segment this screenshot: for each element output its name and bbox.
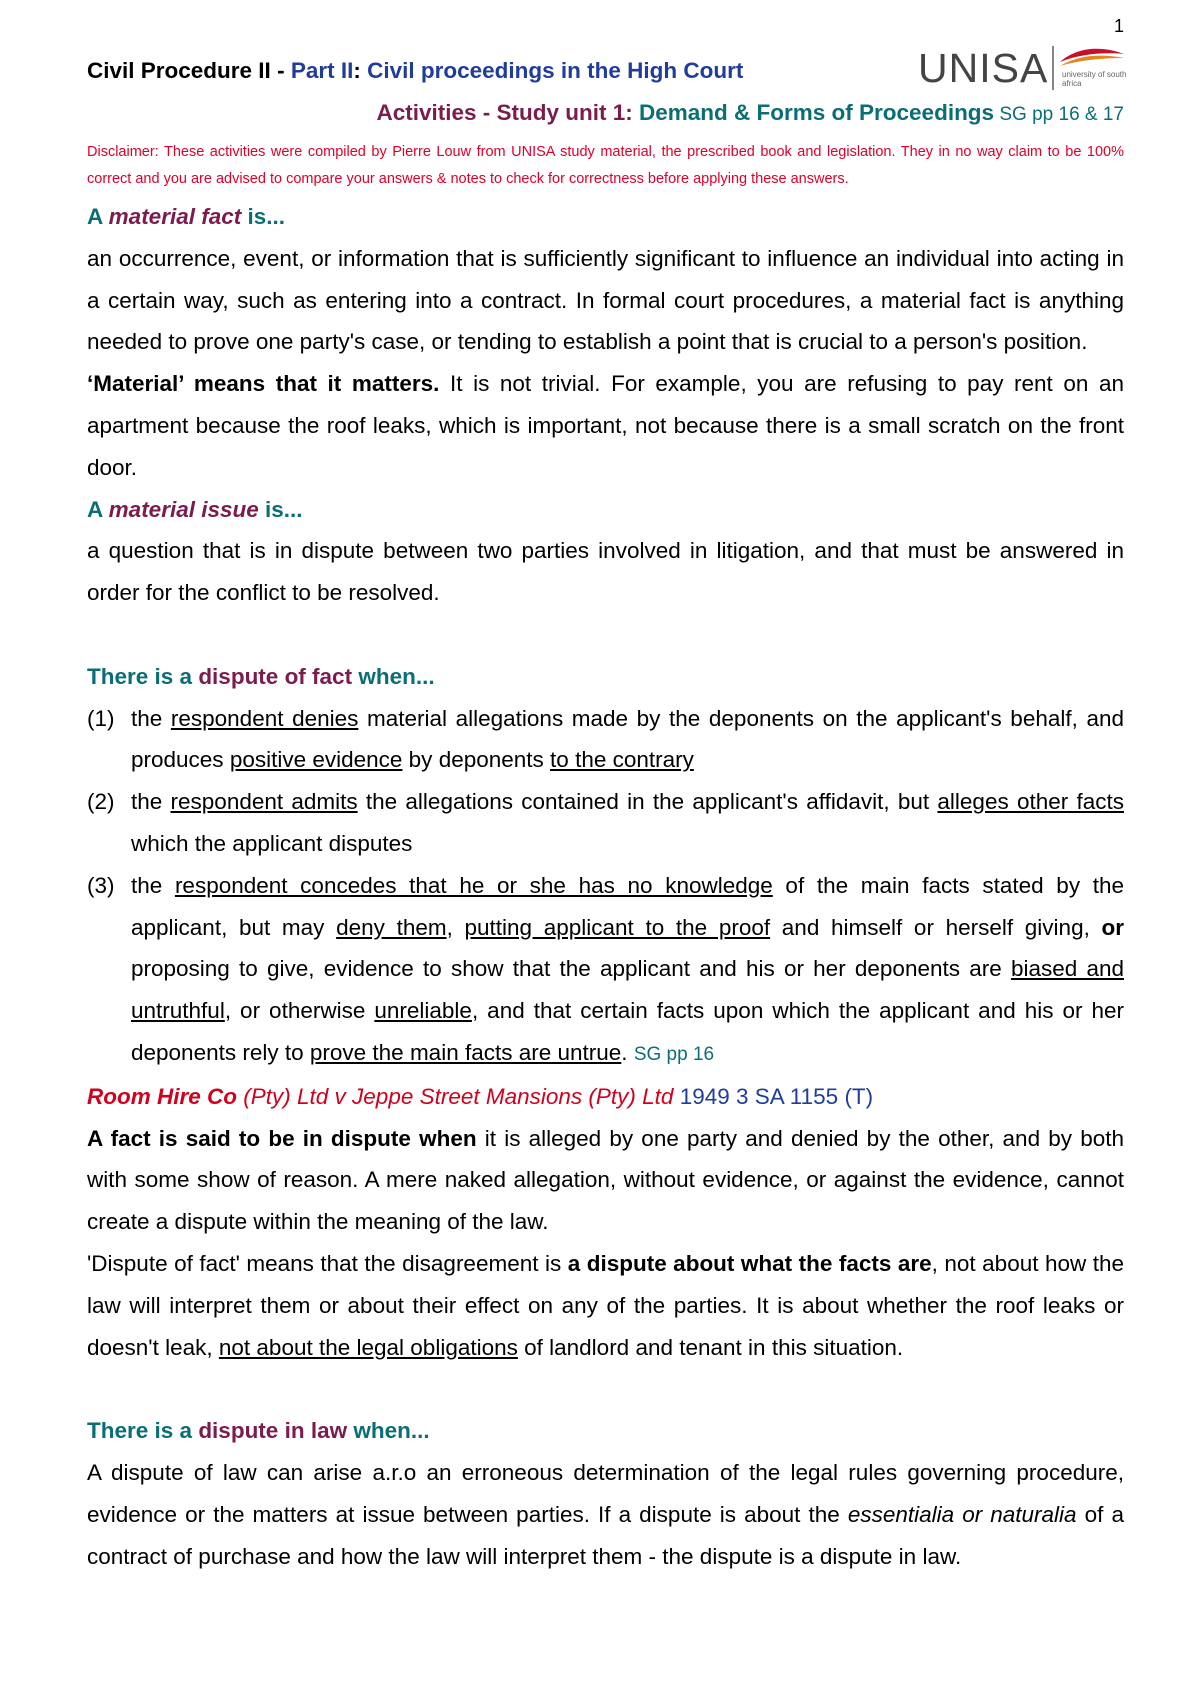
- logo-subtitle: university of south africa: [1062, 70, 1127, 88]
- subtitle-sg-pages: SG pp 16 & 17: [994, 104, 1124, 125]
- part-separator: :: [353, 58, 368, 83]
- sg-reference: SG pp 16: [633, 1043, 715, 1065]
- subtitle-topic: Demand & Forms of Proceedings: [639, 100, 995, 125]
- part-label: Part II: [290, 58, 354, 83]
- material-fact-definition: an occurrence, event, or information that is sufficiently significant to influence an individual into acting in a certain way, such as entering into a contract. In formal court procedures, a material fact is anything needed to prove one party's case, or tending to establish a point that is crucial to a person's position.: [87, 245, 1124, 355]
- logo-divider: [1052, 46, 1054, 90]
- dispute-of-fact-meaning: 'Dispute of fact' means that the disagreement is a dispute about what the facts are, not about how the law will interpret them or about their effect on any of the parties. It is about whether the roof leaks or doesn't leak, not about the legal obligations of landlord and tenant in this situation.: [87, 1250, 1124, 1360]
- heading-material-fact: A material fact is...: [87, 204, 286, 229]
- page-number: 1: [1113, 16, 1124, 36]
- case-holding: A fact is said to be in dispute when it is alleged by one party and denied by the other, and by both with some show of reason. A mere naked allegation, without evidence, or against the evidence, cannot create a dispute within the meaning of the law.: [87, 1125, 1124, 1235]
- unisa-logo: [918, 44, 1126, 92]
- part-title: Civil proceedings in the High Court: [367, 58, 744, 83]
- list-item: (1) the respondent denies material allegations made by the deponents on the applicant's behalf, and produces positive evidence by deponents to the contrary: [87, 705, 1124, 773]
- list-item: (3) the respondent concedes that he or she has no knowledge of the main facts stated by the applicant, but may deny them, putting applicant to the proof and himself or herself giving, or proposing to give, evidence to show that the applicant and his or her deponents are biased and untruthful, or otherwise unreliable, and that certain facts upon which the applicant and his or her deponents rely to prove the main facts are untrue. SG pp 16: [87, 872, 1125, 1065]
- heading-material-issue: A material issue is...: [87, 496, 303, 522]
- case-citation: Room Hire Co (Pty) Ltd v Jeppe Street Mansions (Pty) Ltd 1949 3 SA 1155 (T): [87, 1083, 874, 1109]
- logo-swoosh-icon: [1058, 44, 1126, 70]
- dispute-in-law-definition: A dispute of law can arise a.r.o an erroneous determination of the legal rules governing procedure, evidence or the matters at issue between parties. If a dispute is about the essentialia or naturalia of a contract of purchase and how the law will interpret them - the dispute is a dispute in law.: [87, 1459, 1124, 1569]
- course-name: Civil Procedure II -: [87, 58, 291, 83]
- subtitle-study-unit: Study unit 1:: [496, 100, 639, 125]
- logo-wordmark: UNISA: [918, 45, 1049, 91]
- material-meaning: ‘Material’ means that it matters. It is not trivial. For example, you are refusing to pay rent on an apartment because the roof leaks, which is important, not because there is a small scratch on the front door.: [87, 371, 1124, 480]
- heading-dispute-in-law: There is a dispute in law when...: [87, 1418, 430, 1444]
- list-item: (2) the respondent admits the allegations contained in the applicant's affidavit, but alleges other facts which the applicant disputes: [87, 789, 1125, 856]
- activities-subtitle: [376, 100, 1124, 126]
- heading-dispute-of-fact: There is a dispute of fact when...: [87, 663, 435, 689]
- header-title: [87, 58, 743, 84]
- material-issue-definition: a question that is in dispute between two parties involved in litigation, and that must be answered in order for the conflict to be resolved.: [87, 538, 1124, 606]
- document-body: [87, 196, 1124, 1577]
- disclaimer: Disclaimer: These activities were compiled by Pierre Louw from UNISA study material, the prescribed book and legislation. They in no way claim to be 100% correct and you are advised to compare your answers & notes to check for correctness before applying these answers.: [87, 144, 1124, 187]
- subtitle-activities: Activities -: [376, 100, 497, 125]
